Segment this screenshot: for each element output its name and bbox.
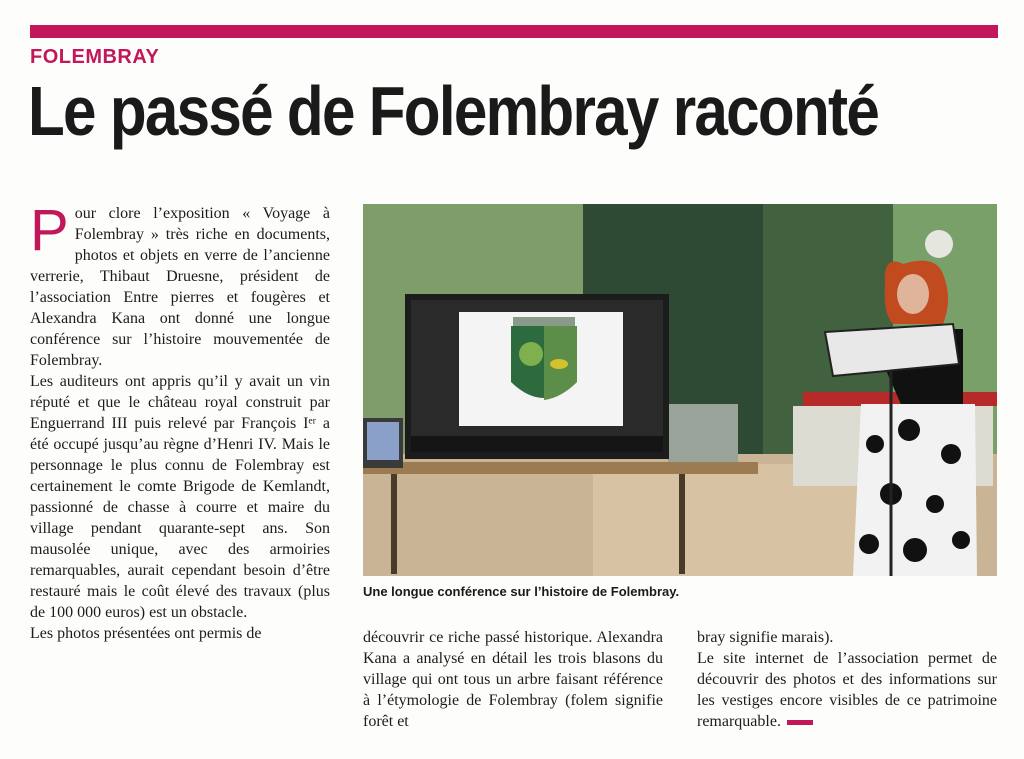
article-headline: Le passé de Folembray raconté: [28, 72, 879, 150]
column-3-text-b: Le site internet de l’association permet de découvrir des photos et des informations sur les vestiges encore visibles de ce patrimoine remarquable.: [697, 650, 997, 730]
drop-cap: P: [30, 198, 69, 263]
end-of-article-mark: [787, 720, 813, 725]
column-3-text-a: bray signifie marais).: [697, 629, 834, 646]
column-2-text: découvrir ce riche passé historique. Alexandra Kana a analysé en détail les trois blasons du village qui ont tous un arbre faisant référence à l’étymologie de Folembray (folem signifie forêt et: [363, 629, 663, 730]
article-column-3: [697, 627, 997, 732]
section-kicker: FOLEMBRAY: [30, 46, 160, 68]
conference-photo-illustration: [363, 204, 997, 576]
article-column-1: [30, 198, 330, 644]
article-paragraph-1: [30, 198, 330, 371]
column-3-paragraph: [697, 648, 997, 732]
conference-photo: [363, 204, 997, 576]
article-paragraph-2: Les auditeurs ont appris qu’il y avait un vin réputé et que le château royal construit par Enguerrand III puis relevé par François Iᵉʳ a été occupé jusqu’au règne d’Henri IV. Mais le personnage le plus connu de Folembray est certainement le comte Brigode de Kemlandt, passionné de chasse à courre et maire du village pendant quarante-sept ans. Son mausolée unique, avec des armoiries remarquables, aurait cependant besoin d’être restauré mais le coût élevé des travaux (plus de 100 000 euros) est un obstacle.: [30, 373, 330, 621]
article-paragraph-3: Les photos présentées ont permis de: [30, 625, 262, 642]
article-column-2: [363, 627, 663, 732]
paragraph-1-text: our clore l’exposition « Voyage à Folembray » très riche en documents, photos et objets en verre de l’ancienne verrerie, Thibaut Druesne, président de l’association Entre pierres et fougères et Alexandra Kana ont donné une longue conférence sur l’histoire mouvementée de Folembray.: [30, 205, 330, 369]
photo-caption: Une longue conférence sur l’histoire de Folembray.: [363, 584, 680, 599]
section-top-bar: [30, 25, 998, 38]
